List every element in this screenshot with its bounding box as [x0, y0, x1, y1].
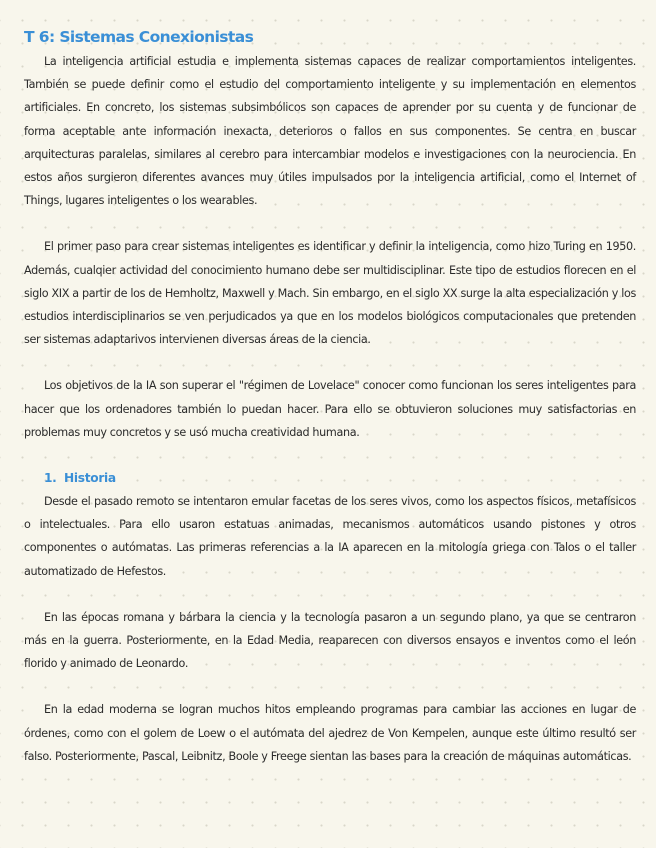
section-number: 1. [44, 471, 57, 486]
intro-paragraph-1: La inteligencia artificial estudia e implementa sistemas capaces de realizar comportamientos inteligentes. También se puede definir como el estudio del comportamiento inteligente y su implementación en elementos artificiales. En concreto, los sistemas subsimbólicos son capaces de aprender por su cuenta y de funcionar de forma aceptable ante información inexacta, deterioros o fallos en sus componentes. Se centra en buscar arquitecturas paralelas, similares al cerebro para intercambiar modelos e investigaciones con la neurociencia. En estos años surgieron diferentes avances muy útiles impulsados por la inteligencia artificial, como el Internet of Things, lugares inteligentes o los wearables. [24, 55, 636, 208]
section-title: Historia [64, 471, 116, 486]
intro-paragraph-2: El primer paso para crear sistemas inteligentes es identificar y definir la inteligencia, como hizo Turing en 1950. Además, cualqier actividad del conocimiento humano debe ser multidisciplinar. Este tipo de estudios florecen en el siglo XIX a partir de los de Hemholtz, Maxwell y Mach. Sin embargo, en el siglo XX surge la alta especialización y los estudios interdisciplinarios se ven perjudicados ya que en los modelos biológicos computacionales que pretenden ser sistemas adaptarivos intervienen diversas áreas de la ciencia. [24, 240, 636, 347]
history-paragraph-3: En la edad moderna se logran muchos hitos empleando programas para cambiar las acciones en lugar de órdenes, como con el golem de Loew o el autómata del ajedrez de Von Kempelen, aunque este último resultó ser falso. Posteriormente, Pascal, Leibnitz, Boole y Freege sientan las bases para la creación de máquinas automáticas. [24, 703, 636, 763]
intro-paragraph-3: Los objetivos de la IA son superar el "régimen de Lovelace" conocer como funcionan los seres inteligentes para hacer que los ordenadores también lo puedan hacer. Para ello se obtuvieron soluciones muy satisfactorias en problemas muy concretos y se usó mucha creatividad humana. [24, 379, 636, 439]
page-title: T 6: Sistemas Conexionistas [24, 28, 254, 46]
section-heading [24, 467, 636, 490]
history-paragraph-2: En las épocas romana y bárbara la ciencia y la tecnología pasaron a un segundo plano, ya que se centraron más en la guerra. Posteriormente, en la Edad Media, reaparecen con diversos ensayos e inventos como el león florido y animado de Leonardo. [24, 610, 636, 671]
history-paragraph-1: Desde el pasado remoto se intentaron emular facetas de los seres vivos, como los aspectos físicos, metafísicos o intelectuales. Para ello usaron estatuas animadas, mecanismos automáticos usando pistones y otros componentes o autómatas. Las primeras referencias a la IA aparecen en la mitología griega con Talos o el taller automatizado de Hefestos. [24, 495, 636, 578]
document-page [24, 26, 636, 768]
